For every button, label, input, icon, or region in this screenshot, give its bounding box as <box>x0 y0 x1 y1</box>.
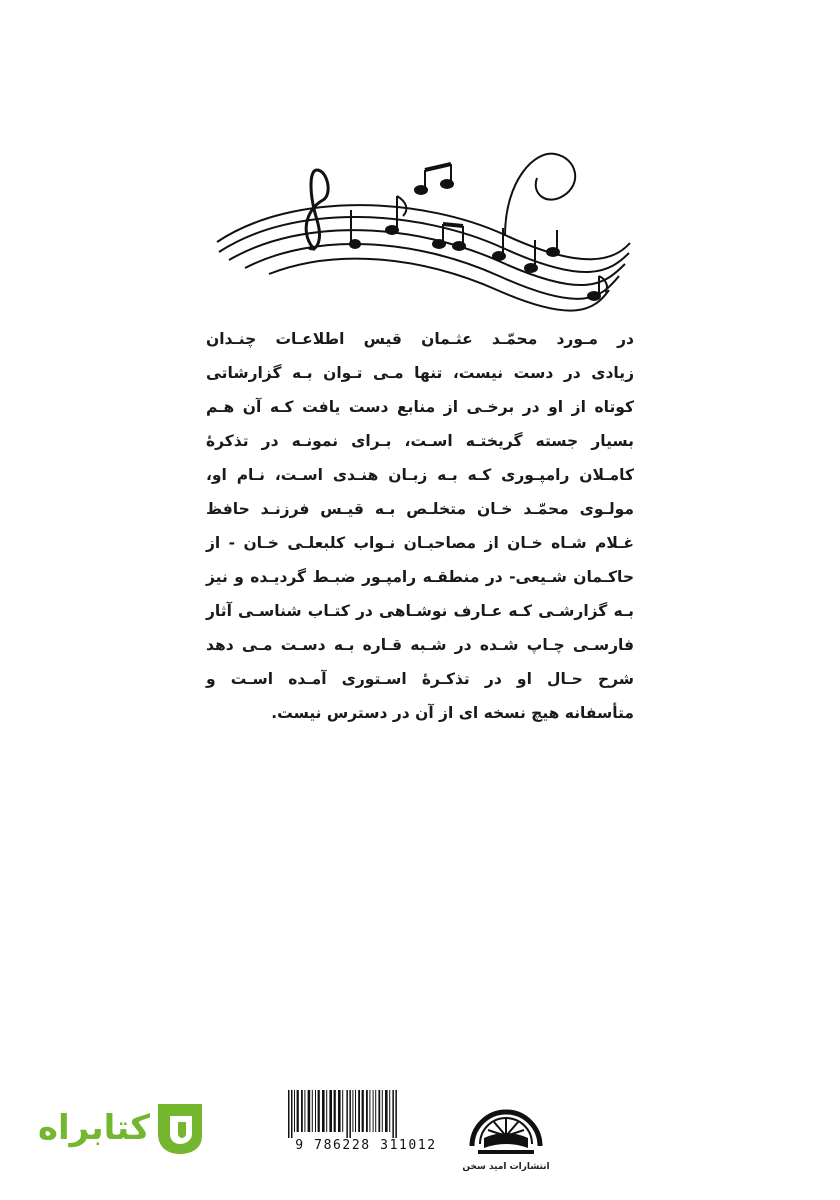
barcode-bar <box>294 1090 295 1132</box>
barcode-bar <box>389 1090 390 1132</box>
barcode-bar <box>382 1090 383 1132</box>
barcode-bar <box>315 1090 316 1132</box>
barcode-bar <box>301 1090 303 1132</box>
barcode-bars <box>282 1090 450 1138</box>
barcode-bar <box>395 1090 397 1138</box>
blurb-line: زیادی در دست نیست، تنها مـی تـوان بـه گزارشاتی <box>206 364 634 382</box>
blurb-line: غـلام شـاه خـان از مصاحبـان نـواب کلبعلـی خـان - از <box>206 534 634 552</box>
barcode-bar <box>378 1090 380 1132</box>
barcode-bar <box>322 1090 325 1132</box>
barcode-bar <box>358 1090 360 1132</box>
barcode-bar <box>352 1090 353 1132</box>
blurb-line: کامـلان رامپـوری کـه بـه زبـان هنـدی اسـت، نـام او، <box>206 466 634 484</box>
barcode-bar <box>346 1090 348 1138</box>
barcode-bar <box>291 1090 293 1138</box>
barcode-bar <box>355 1090 356 1132</box>
barcode-bar <box>375 1090 376 1132</box>
barcode-bar <box>308 1090 311 1132</box>
barcode-bar <box>385 1090 388 1132</box>
blurb-line: مولـوی محمّـد خـان متخلـص بـه قیـس فرزنـد حافظ <box>206 500 634 518</box>
back-cover-blurb <box>206 322 634 730</box>
barcode-bar <box>373 1090 374 1132</box>
barcode-bar <box>288 1090 290 1138</box>
barcode-bar <box>329 1090 332 1132</box>
blurb-line: شرح حـال او در تذکـرۀ اسـتوری آمـده اسـت و <box>206 670 634 688</box>
barcode-bar <box>326 1090 327 1132</box>
barcode-bar <box>312 1090 313 1132</box>
ketabrah-brand-name: کتابراه <box>37 1108 150 1148</box>
barcode-bar <box>392 1090 394 1138</box>
blurb-line: در مـورد محمّـد عثـمان قیس اطلاعـات چنـدان <box>206 330 634 348</box>
barcode-bar <box>338 1090 341 1132</box>
barcode-bar <box>318 1090 320 1132</box>
barcode-bar <box>297 1090 299 1132</box>
publisher-name: انتشارات امید سخن <box>462 1162 550 1172</box>
isbn-number: 9 786228 311012 <box>295 1138 437 1153</box>
blurb-line: متأسفانه هیچ نسخه ای از آن در دسترس نیست. <box>271 704 634 722</box>
blurb-line: حاکـمان شـیعی- در منطقـه رامپـور ضبـط گردیـده و نیز <box>206 568 634 586</box>
barcode-bar <box>304 1090 305 1132</box>
barcode-bar <box>369 1090 370 1132</box>
blurb-line: بـه گزارشـی کـه عـارف نوشـاهی در کتـاب شناسـی آثار <box>206 602 634 620</box>
ketabrah-logo-icon <box>148 1096 212 1160</box>
barcode-bar <box>366 1090 368 1132</box>
barcode-bar <box>342 1090 343 1132</box>
barcode-bar <box>334 1090 336 1132</box>
blurb-line: کوتاه از او در برخـی از منابع دست یافت کـه آن هـم <box>206 398 634 416</box>
music-notes-illustration <box>205 140 635 330</box>
blurb-line: فارسـی چـاپ شـده در شـبه قـاره بـه دسـت مـی دهد <box>206 636 634 654</box>
publisher-logo-icon <box>464 1088 548 1164</box>
barcode-bar <box>362 1090 364 1132</box>
barcode-bar <box>349 1090 351 1138</box>
blurb-line: بسیار جسته گریختـه اسـت، بـرای نمونـه در تذکرۀ <box>206 432 634 450</box>
